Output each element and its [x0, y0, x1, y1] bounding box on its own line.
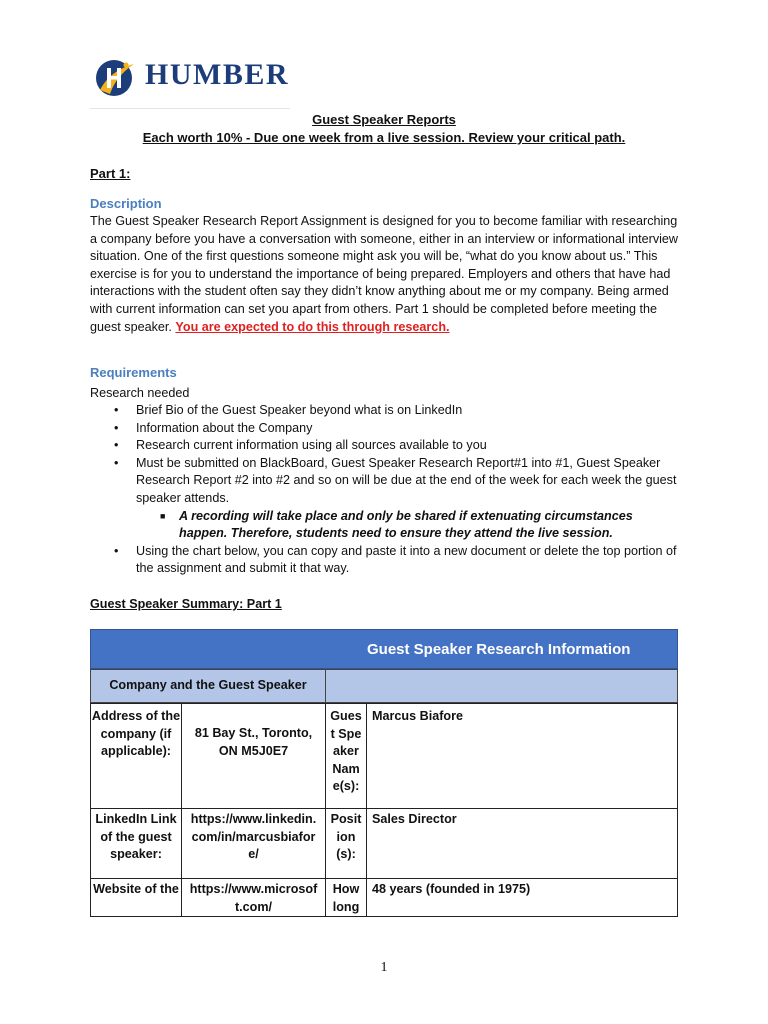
list-item [114, 420, 684, 438]
table-cell-label: Position(s): [326, 809, 367, 879]
list-item-text: Information about the Company [136, 420, 313, 435]
table-cell-label: Website of the [90, 879, 182, 917]
document-title: Guest Speaker Reports [312, 112, 456, 127]
page-number: 1 [380, 960, 388, 975]
bullet-icon: • [114, 455, 119, 470]
part1-label: Part 1: [90, 166, 131, 181]
table-cell-label: Guest Speaker Name(s): [326, 703, 367, 809]
description-paragraph [90, 213, 682, 336]
list-item-text: Using the chart below, you can copy and paste it into a new document or delete the top portion of the assignment and submit it that way. [136, 543, 677, 576]
table-cell-label: LinkedIn Link of the guest speaker: [90, 809, 182, 879]
bullet-icon: • [114, 403, 119, 417]
table-title-bar [90, 629, 678, 669]
list-item [114, 543, 684, 578]
table-cell-value: Sales Director [367, 809, 678, 879]
table-cell-value: https://www.linkedin.com/in/marcusbiafore/ [182, 809, 326, 879]
requirements-list [90, 402, 684, 578]
description-heading: Description [90, 196, 162, 211]
list-item [114, 437, 684, 455]
header-divider [90, 108, 290, 109]
description-emphasis: You are expected to do this through research. [175, 319, 450, 334]
table-subheader-blank [326, 669, 678, 703]
list-item [114, 455, 684, 508]
list-item [114, 402, 684, 420]
requirements-intro: Research needed [90, 386, 190, 400]
description-body: The Guest Speaker Research Report Assignment is designed for you to become familiar with researching a company before you have a conversation with someone, either in an interview or informational interview situation. One of the first questions someone might ask you will be, “what do you know about us.” This exercise is for you to understand the importance of being prepared. Employers and others that have had interactions with the student often say they didn’t know anything about me or my company. Being armed with current information can set you apart from others. Part 1 should be completed before meeting the guest speaker. [90, 214, 679, 334]
square-bullet-icon: ■ [160, 510, 166, 521]
table-title: Guest Speaker Research Information [367, 641, 631, 658]
sub-note-text: A recording will take place and only be shared if extenuating circumstances happen. Therefore, students need to ensure they attend the live session. [179, 508, 633, 541]
list-item-text: Must be submitted on BlackBoard, Guest Speaker Research Report#1 into #1, Guest Speaker Research Report #2 into #2 and so on will be due at the end of the week for each week the guest speaker attends. [136, 455, 677, 505]
document-subtitle: Each worth 10% - Due one week from a live session. Review your critical path. [142, 130, 626, 145]
sub-note [90, 508, 684, 543]
table-cell-value: Marcus Biafore [367, 703, 678, 809]
bullet-icon: • [114, 438, 119, 453]
table-cell-value: 48 years (founded in 1975) [367, 879, 678, 917]
bullet-icon: • [114, 543, 119, 558]
summary-heading: Guest Speaker Summary: Part 1 [90, 597, 282, 611]
table-cell-label: How long [326, 879, 367, 917]
brand-name: HUMBER [145, 58, 289, 91]
table-cell-label: Address of the company (if applicable): [90, 703, 182, 809]
requirements-heading: Requirements [90, 365, 177, 380]
list-item-text: Brief Bio of the Guest Speaker beyond what is on LinkedIn [136, 403, 463, 417]
table-subheader: Company and the Guest Speaker [90, 669, 326, 703]
list-item-text: Research current information using all sources available to you [136, 438, 487, 453]
table-cell-value: https://www.microsoft.com/ [182, 879, 326, 917]
humber-logo-icon [92, 56, 140, 100]
bullet-icon: • [114, 420, 119, 435]
table-cell-value: 81 Bay St., Toronto, ON M5J0E7 [182, 703, 326, 809]
